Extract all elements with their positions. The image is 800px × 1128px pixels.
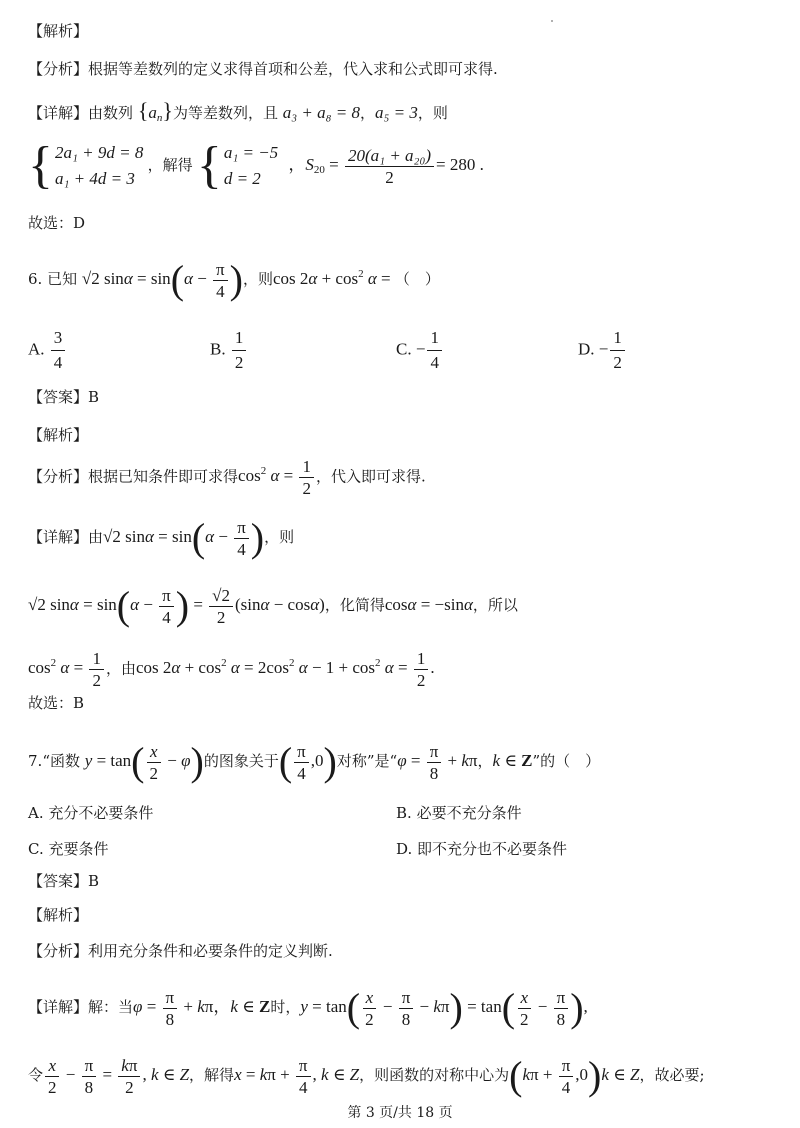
label-fenxi: 【分析】 — [28, 942, 89, 960]
system-equations-5: { 2a₁ + 9d = 8 a₁ + 4d = 3 ，解得 { a₁ = −5 d = 2 ，$S_{20}$ = $\frac{\text{20(a₁ + a₂₀)}}{2}$ = 280 . — [28, 137, 484, 194]
q7-number: 7. — [28, 751, 43, 770]
q7-text-a: “函数 — [42, 751, 80, 770]
solution-2: d = 2 — [223, 169, 261, 188]
center-text: ，则函数的对称中心为 — [359, 1065, 510, 1084]
answer-7 — [28, 874, 99, 889]
question-6: 6. 已知 √2 sinα = sin(α − $\frac{\pi}{4}$ )，则$\cos 2\alpha + \cos^2 \alpha$ = （ ） — [28, 257, 440, 302]
sum-result: = 280 . — [436, 154, 484, 174]
analysis-post: ，代入即可求得. — [315, 467, 426, 486]
choice-6: 故选：B — [28, 694, 85, 712]
option-den: 2 — [613, 353, 622, 372]
solve-text: ，解得 — [189, 1065, 235, 1084]
then-text: ，则 — [417, 104, 448, 122]
detail-6: 【详解】由√2 sinα = sin(α − $\frac{\pi}{4}$ )，则 — [28, 515, 295, 560]
q6-equation: √2 sinα = sin(α − $\frac{\pi}{4}$ ) — [81, 257, 243, 302]
sequence-an: $\{a_n\}$ — [137, 98, 173, 124]
answer-6 — [28, 390, 99, 405]
q7-option-b[interactable] — [396, 802, 522, 823]
detail-pre: 由 — [88, 527, 104, 546]
sum-numerator: 20(a₁ + a₂₀) — [345, 147, 434, 167]
equation-1: 2a₁ + 9d = 8 — [54, 143, 144, 162]
option-letter: A. — [28, 339, 45, 359]
option-letter: B. — [396, 804, 412, 822]
page-footer: 第 3 页/共 18 页 — [347, 1105, 453, 1121]
detail-text: 由数列 — [88, 104, 134, 122]
option-num: 1 — [610, 328, 625, 351]
simplify-text: ，化简得 — [324, 595, 385, 614]
label-daan: 【答案】 — [28, 388, 89, 406]
sum-denominator: 2 — [385, 167, 394, 187]
analysis-5 — [28, 62, 498, 77]
q6-option-a[interactable] — [28, 328, 67, 373]
analysis-7 — [28, 944, 333, 959]
option-letter: D. — [396, 840, 413, 858]
q6-number: 6. — [28, 269, 43, 288]
option-num: 3 — [51, 328, 66, 351]
let-text: 令 — [28, 1065, 44, 1084]
option-num: 1 — [232, 328, 247, 351]
answer-value: B — [88, 872, 100, 890]
option-letter: C. — [28, 840, 44, 858]
derivation-6b: $\cos^2 \alpha$ = $\frac{1}{2}$ ，由$\cos 2\alpha + \cos^2 \alpha = 2\cos^2$ $\alpha - 1 + \cos^2 \alpha$ = $\frac{1}{2}$ . — [28, 649, 435, 690]
option-letter: A. — [28, 804, 44, 822]
when-text: 时， — [270, 997, 301, 1016]
analysis-text: 根据等差数列的定义求得首项和公差，代入求和公式即可求得. — [88, 60, 498, 78]
label-fenxi: 【分析】 — [28, 467, 89, 486]
section-label-jiexi: 【解析】 — [28, 22, 89, 40]
solve-text: ，解得 — [147, 155, 193, 174]
by-text: ，由 — [105, 659, 136, 678]
q6-option-c[interactable] — [396, 328, 444, 373]
q7-text-b: 的图象关于 — [203, 751, 279, 770]
analysis-pre: 根据已知条件即可求得 — [88, 467, 239, 486]
option-letter: C. — [396, 339, 412, 359]
necessary-text: ，故必要; — [639, 1065, 705, 1084]
option-sign: − — [415, 339, 426, 359]
detail-7: 【详解】解：当φ = $\frac{\pi}{8}$ + kπ，k ∈ Z时，y = tan( $\frac{x}{2}$ − $\frac{\pi}{8}$ − kπ) = tan( $\frac{x}{2}$ − $\frac{\pi}{8}$ ), — [28, 985, 588, 1030]
equation-2: a₁ + 4d = 3 — [54, 169, 135, 188]
section-label-jiexi-6: 【解析】 — [28, 426, 89, 444]
option-text: 必要不充分条件 — [416, 804, 522, 822]
analysis-text: 利用充分条件和必要条件的定义判断. — [88, 942, 333, 960]
q6-then: ，则 — [242, 269, 273, 288]
question-7: 7.“函数 y = tan( $\frac{x}{2}$ − φ)的图象关于( $\frac{\pi}{4}$ ,0)对称”是“φ = $\frac{\pi}{8}$ + kπ，k ∈ Z”的（ ） — [28, 739, 601, 784]
left-brace-2: { — [196, 137, 222, 194]
choice-5: 故选：D — [28, 214, 86, 232]
option-text: 充要条件 — [48, 840, 109, 858]
q7-text-e: ”的（ ） — [532, 751, 601, 770]
detail-mid: 为等差数列，且 — [172, 104, 278, 122]
option-den: 2 — [234, 353, 244, 372]
q7-option-c[interactable] — [28, 838, 109, 859]
option-num: 1 — [427, 328, 442, 351]
q7-option-a[interactable] — [28, 802, 153, 823]
q6-option-b[interactable] — [210, 328, 248, 373]
q6-prefix: 已知 — [47, 269, 78, 288]
label-xiangjie: 【详解】 — [28, 104, 89, 122]
so-text: ，所以 — [472, 595, 518, 614]
solution-1: a₁ = −5 — [223, 143, 279, 162]
detail-pre: 解：当 — [88, 997, 134, 1016]
left-brace: { — [28, 137, 53, 194]
answer-value: B — [88, 388, 100, 406]
option-sign: − — [598, 339, 609, 359]
option-letter: B. — [210, 339, 226, 359]
detail-post: ，则 — [264, 527, 295, 546]
derivation-6a: √2 sinα = sin(α − $\frac{\pi}{4}$ ) = $\frac{√2}{2}$ (sinα − cosα)，化简得cosα = −sinα，所以 — [28, 583, 518, 628]
option-den: 4 — [53, 353, 63, 372]
derivation-7: 令 $\frac{x}{2}$ − $\frac{\pi}{8}$ = $\frac{k\pi}{2}$ , k ∈ Z，解得x = kπ + $\frac{\pi}{4}$ , k ∈ Z，则函数的对称中心为(kπ + $\frac{\pi}{4}$ ,0)k ∈ Z，故必要; — [28, 1053, 705, 1098]
option-letter: D. — [578, 339, 595, 359]
label-daan: 【答案】 — [28, 872, 89, 890]
label-fenxi: 【分析】 — [28, 60, 89, 78]
condition-2: a₅ = 3 — [375, 103, 418, 122]
label-xiangjie: 【详解】 — [28, 527, 89, 546]
condition-1: a₃ + a₈ = 8 — [282, 103, 360, 122]
option-text: 即不充分也不必要条件 — [417, 840, 568, 858]
detail-5: 【详解】由数列 $\{a_n\}$为等差数列，且 a₃ + a₈ = 8，a₅ = 3，则 — [28, 98, 448, 124]
q7-text-d: ， — [477, 751, 493, 770]
scan-dot — [551, 20, 553, 22]
q7-option-d[interactable] — [396, 838, 567, 859]
label-xiangjie: 【详解】 — [28, 997, 89, 1016]
section-label-jiexi-7: 【解析】 — [28, 906, 89, 924]
option-den: 4 — [430, 353, 439, 372]
analysis-6: 【分析】根据已知条件即可求得$\cos^2 \alpha$ = $\frac{1}{2}$ ，代入即可求得. — [28, 457, 426, 498]
q6-option-d[interactable] — [578, 328, 627, 373]
sum-fraction — [345, 147, 434, 186]
q7-text-c: 对称”是“ — [336, 751, 398, 770]
option-text: 充分不必要条件 — [48, 804, 154, 822]
